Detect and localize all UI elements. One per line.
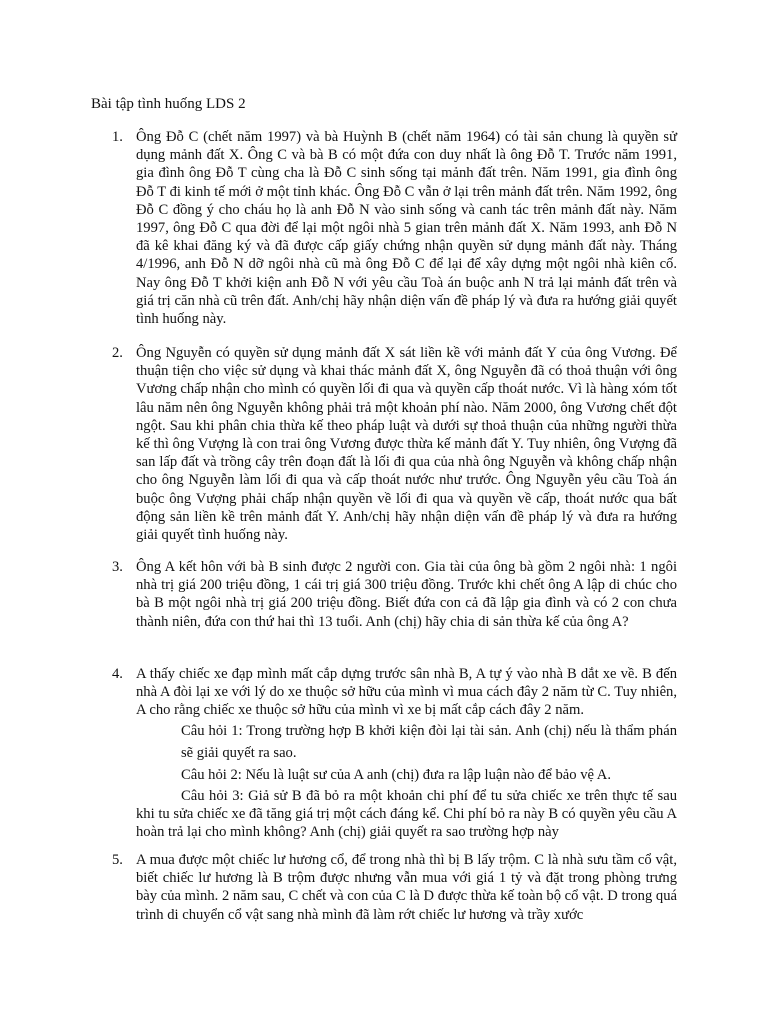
sub-questions <box>136 720 677 842</box>
question-5 <box>91 851 677 924</box>
question-4 <box>91 665 677 841</box>
document-title: Bài tập tình huống LDS 2 <box>91 96 246 112</box>
sub-question-2: Câu hỏi 2: Nếu là luật sư của A anh (chị) đưa ra lập luận nào để bảo vệ A. <box>181 766 611 783</box>
question-text: Ông Đỗ C (chết năm 1997) và bà Huỳnh B (chết năm 1964) có tài sản chung là quyền sử dụng mảnh đất X. Ông C và bà B có một đứa con duy nhất là ông Đỗ T. Trước năm 1991, gia đình ông Đỗ T cùng cha là Đỗ C sinh sống tại mảnh đất trên. Năm 1991, gia đình ông Đỗ T đi kinh tế mới ở một tỉnh khác. Ông Đỗ C vẫn ở lại trên mảnh đất trên. Năm 1992, ông Đỗ C đồng ý cho cháu họ là anh Đỗ N vào sinh sống và canh tác trên mảnh đất này. Năm 1997, ông Đỗ C qua đời để lại một ngôi nhà 5 gian trên mảnh đất X. Năm 1993, anh Đỗ N đã kê khai đăng ký và đã được cấp giấy chứng nhận quyền sử dụng mảnh đất này. Tháng 4/1996, anh Đỗ N dỡ ngôi nhà cũ mà ông Đỗ C để lại để xây dựng một ngôi nhà kiên cố. Nay ông Đỗ T khởi kiện anh Đỗ N với yêu cầu Toà án buộc anh N trả lại mảnh đất trên và giá trị căn nhà cũ trên đất. Anh/chị hãy nhận diện vấn đề pháp lý và đưa ra hướng giải quyết tình huống này. <box>136 129 677 328</box>
question-text: A mua được một chiếc lư hương cổ, để trong nhà thì bị B lấy trộm. C là nhà sưu tầm cổ vật, biết chiếc lư hương là B trộm được nhưng vẫn mua với giá 1 tỷ và đặt trong phòng trưng bày của mình. 2 năm sau, C chết và con của C là D được thừa kế toàn bộ cổ vật. D trong quá trình di chuyển cổ vật sang nhà mình đã làm rớt chiếc lư hương và trầy xước <box>136 852 677 923</box>
question-2 <box>91 344 677 544</box>
question-number: 5. <box>112 852 123 868</box>
sub-question-3: Câu hỏi 3: Giả sử B đã bỏ ra một khoản chi phí để tu sửa chiếc xe trên thực tế sau khi tu sửa chiếc xe đã tăng giá trị một cách đáng kể. Chi phí bỏ ra này B có quyền yêu cầu A hoàn trả lại cho mình không? Anh (chị) giải quyết ra sao trường hợp này <box>136 787 677 841</box>
question-number: 2. <box>112 345 123 361</box>
question-1 <box>91 128 677 328</box>
question-text: Ông Nguyễn có quyền sử dụng mảnh đất X sát liền kề với mảnh đất Y của ông Vương. Để thuận tiện cho việc sử dụng và khai thác mảnh đất X, ông Nguyễn đã có thoả thuận với ông Vương chấp nhận cho mình có quyền lối đi qua và quyền cấp thoát nước. Vì là hàng xóm tốt lâu năm nên ông Nguyễn không phải trả một khoản phí nào. Năm 2000, ông Vương chết đột ngột. Sau khi phân chia thừa kế theo pháp luật và dưới sự thoả thuận của những người thừa kế thì ông Vượng là con trai ông Vương được thừa kế mảnh đất Y. Tuy nhiên, ông Vượng đã san lấp đất và trồng cây trên đoạn đất là lối đi qua của nhà ông Nguyễn và không chấp nhận cho ông Nguyễn làm lối đi qua và cấp thoát nước như trước. Ông Nguyễn yêu cầu Toà án buộc ông Vượng phải chấp nhận quyền về lối đi qua và quyền về cấp, thoát nước qua bất động sản liền kề trên mảnh đất Y. Anh/chị hãy nhận diện vấn đề pháp lý và đưa ra hướng giải quyết tình huống này. <box>136 345 677 544</box>
sub-question-1: Câu hỏi 1: Trong trường hợp B khởi kiện đòi lại tài sản. Anh (chị) nếu là thẩm phán sẽ giải quyết ra sao. <box>181 722 677 761</box>
question-3 <box>91 558 677 631</box>
question-text: Ông A kết hôn với bà B sinh được 2 người con. Gia tài của ông bà gồm 2 ngôi nhà: 1 ngôi nhà trị giá 200 triệu đồng, 1 cái trị giá 300 triệu đồng. Trước khi chết ông A lập di chúc cho bà B một ngôi nhà trị giá 200 triệu đồng. Biết đứa con cả đã lập gia đình và có 2 con chưa thành niên, đứa con thứ hai thì 13 tuổi. Anh (chị) hãy chia di sản thừa kế của ông A? <box>136 559 677 630</box>
question-number: 4. <box>112 666 123 682</box>
question-number: 3. <box>112 559 123 575</box>
question-text: A thấy chiếc xe đạp mình mất cắp dựng trước sân nhà B, A tự ý vào nhà B dắt xe về. B đến nhà A đòi lại xe với lý do xe thuộc sở hữu của mình vì mua cách đây 2 năm từ C. Tuy nhiên, A cho rằng chiếc xe thuộc sở hữu của mình vì xe bị mất cắp cách đây 2 năm. <box>136 666 677 719</box>
question-number: 1. <box>112 129 123 145</box>
